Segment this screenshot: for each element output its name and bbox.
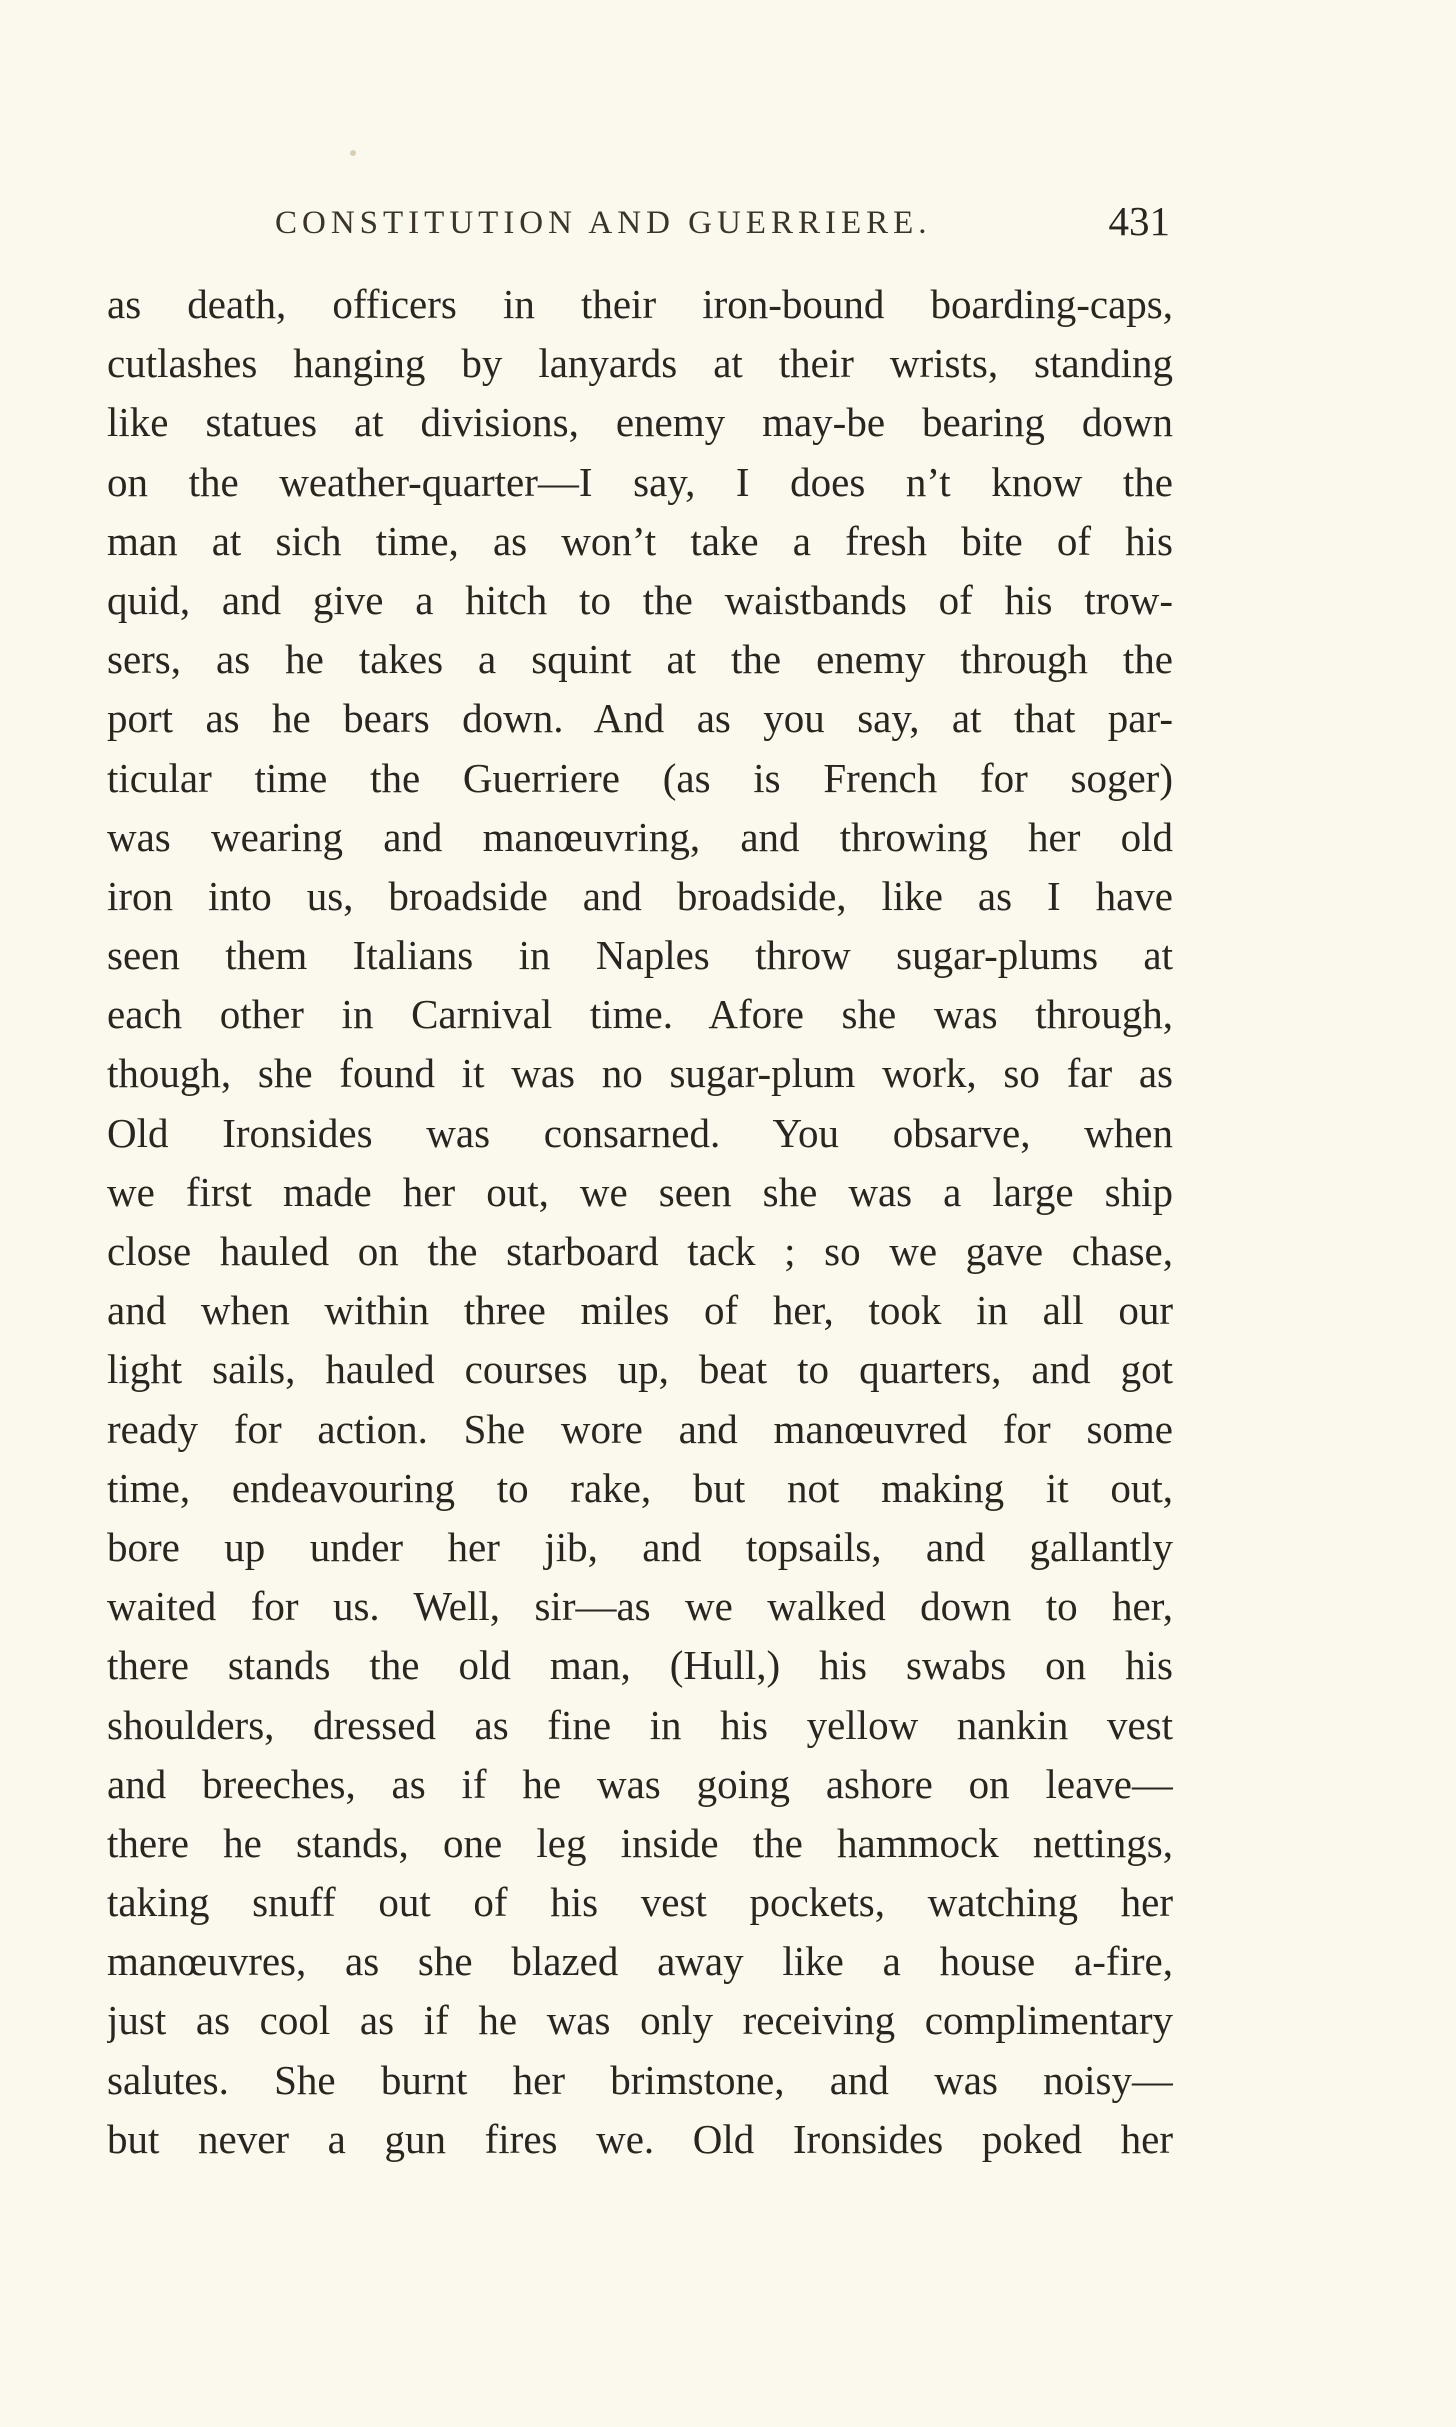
running-title: CONSTITUTION AND GUERRIERE. (275, 205, 932, 241)
text-line: there stands the old man, (Hull,) his swabs on his (107, 1642, 1173, 1689)
text-line: bore up under her jib, and topsails, and gallantly (107, 1523, 1173, 1570)
text-line: time, endeavouring to rake, but not making it out, (107, 1464, 1173, 1511)
text-line: like statues at divisions, enemy may-be bearing down (107, 399, 1173, 446)
text-line: port as he bears down. And as you say, at that par- (107, 695, 1173, 742)
text-line: man at sich time, as won’t take a fresh bite of his (107, 517, 1173, 564)
text-line: quid, and give a hitch to the waistbands of his trow- (107, 576, 1173, 623)
page-number: 431 (1108, 198, 1170, 244)
body-text (107, 275, 1173, 2169)
text-line: ready for action. She wore and manœuvred for some (107, 1405, 1173, 1452)
text-line: just as cool as if he was only receiving complimentary (107, 1997, 1173, 2044)
text-line: Old Ironsides was consarned. You obsarve, when (107, 1109, 1173, 1156)
text-line: as death, officers in their iron-bound boarding-caps, (107, 281, 1173, 327)
text-line: seen them Italians in Naples throw sugar-plums at (107, 932, 1173, 979)
text-line: was wearing and manœuvring, and throwing her old (107, 813, 1173, 860)
text-line: close hauled on the starboard tack ; so we gave chase, (107, 1228, 1173, 1274)
text-line: and breeches, as if he was going ashore on leave— (107, 1760, 1173, 1807)
text-line: sers, as he takes a squint at the enemy through the (107, 636, 1173, 683)
text-line: salutes. She burnt her brimstone, and was noisy— (107, 2056, 1173, 2103)
text-line: light sails, hauled courses up, beat to quarters, and got (107, 1346, 1173, 1393)
text-line: and when within three miles of her, took in all our (107, 1287, 1173, 1334)
text-line: taking snuff out of his vest pockets, watching her (107, 1879, 1173, 1926)
text-line: iron into us, broadside and broadside, like as I have (107, 872, 1173, 919)
text-line: but never a gun fires we. Old Ironsides poked her (107, 2115, 1173, 2162)
paper-speck (350, 150, 356, 156)
text-line: though, she found it was no sugar-plum work, so far as (107, 1050, 1173, 1097)
text-line: shoulders, dressed as fine in his yellow nankin vest (107, 1701, 1173, 1748)
text-line: ticular time the Guerriere (as is French for soger) (107, 754, 1173, 801)
text-line: each other in Carnival time. Afore she was through, (107, 991, 1173, 1038)
text-line: cutlashes hanging by lanyards at their wrists, standing (107, 340, 1173, 387)
text-line: on the weather-quarter—I say, I does n’t know the (107, 458, 1173, 505)
text-line: we first made her out, we seen she was a large ship (107, 1168, 1173, 1215)
text-line: manœuvres, as she blazed away like a house a-fire, (107, 1938, 1173, 1985)
running-head (275, 198, 1175, 255)
text-line: waited for us. Well, sir—as we walked down to her, (107, 1583, 1173, 1630)
text-line: there he stands, one leg inside the hammock nettings, (107, 1819, 1173, 1866)
